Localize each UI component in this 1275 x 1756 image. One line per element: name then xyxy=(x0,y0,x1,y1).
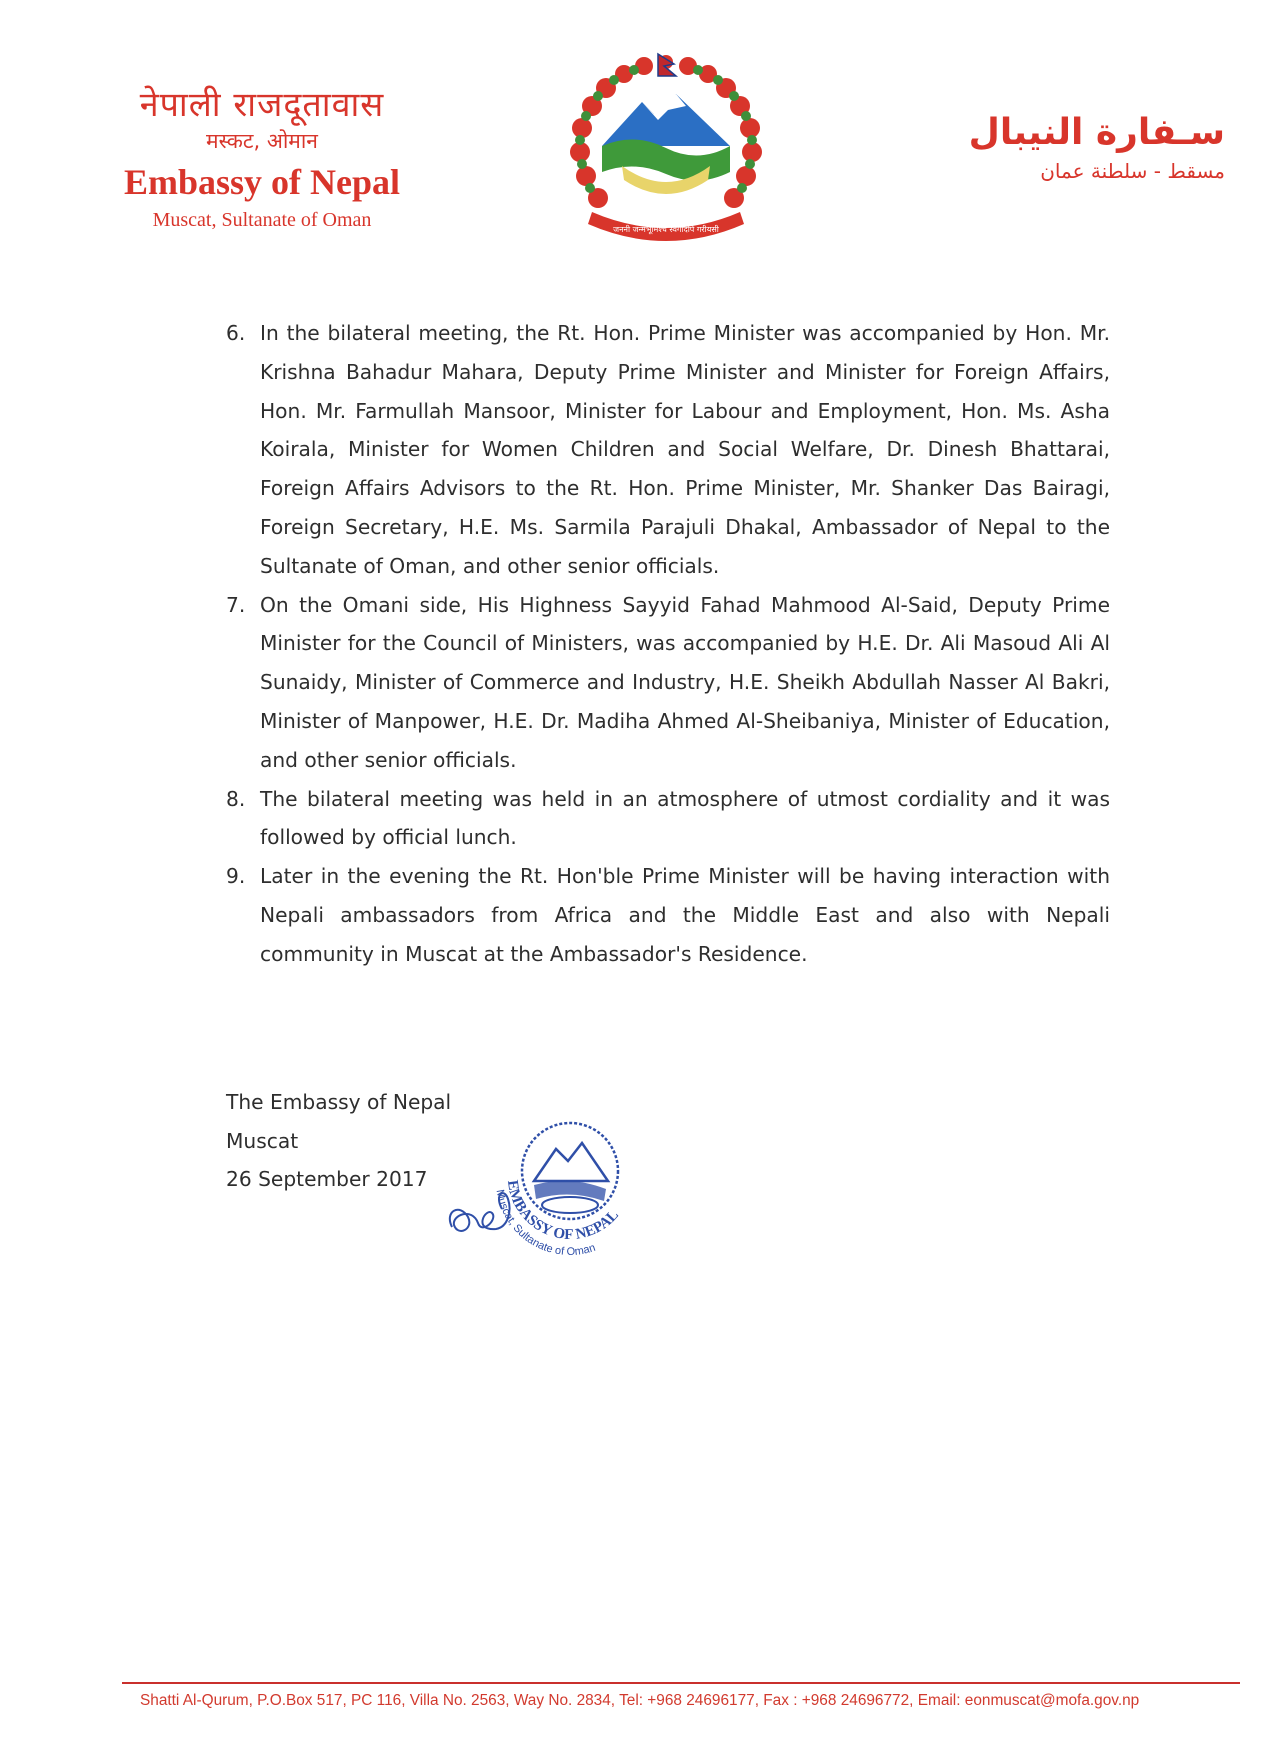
arabic-city-name: مسقط - سلطنة عمان xyxy=(1040,159,1225,183)
footer-address: Shatti Al-Qurum, P.O.Box 517, PC 116, Villa No. 2563, Way No. 2834, Tel: +968 24696177, Fax : +968 24696772, Email: eonmuscat@mofa.gov.np xyxy=(140,1692,1140,1709)
signature-city: Muscat xyxy=(226,1128,299,1153)
paragraph-text: On the Omani side, His Highness Sayyid Fahad Mahmood Al-Said, Deputy Prime Minister for the Council of Ministers, was accompanied by H.E. Dr. Ali Masoud Ali Al Sunaidy, Minister of Commerce and Industry, H.E. Sheikh Abdullah Nasser Al Bakri, Minister of Manpower, H.E. Dr. Madiha Ahmed Al-Sheibaniya, Minister of Education, and other senior officials. xyxy=(260,592,1110,772)
paragraph-number: 8. xyxy=(226,786,246,811)
stamp-text-bottom: Muscat, Sultanate of Oman xyxy=(493,1188,598,1259)
signature-block xyxy=(226,1083,451,1199)
embassy-name: Embassy of Nepal xyxy=(123,162,401,202)
press-release-paragraphs xyxy=(226,314,1110,974)
letterhead-left xyxy=(92,84,432,234)
embassy-city: Muscat, Sultanate of Oman xyxy=(152,209,372,231)
paragraph-number: 7. xyxy=(226,592,246,617)
stamp-text-top: EMBASSY OF NEPAL xyxy=(503,1179,623,1244)
signature-date: 26 September 2017 xyxy=(226,1167,428,1192)
paragraph-6 xyxy=(226,314,1110,586)
emblem-banner-text: जननी जन्मभूमिश्च स्वर्गादपि गरीयसी xyxy=(613,225,719,234)
paragraph-text: The bilateral meeting was held in an atmosphere of utmost cordiality and it was followed by official lunch. xyxy=(260,786,1110,850)
nepal-emblem-icon xyxy=(558,48,774,252)
paragraph-number: 6. xyxy=(226,321,246,345)
nepali-embassy-name: नेपाली राजदूतावास xyxy=(139,85,385,125)
paragraph-number: 9. xyxy=(226,864,246,889)
paragraph-8 xyxy=(226,780,1110,858)
paragraph-9 xyxy=(226,857,1110,973)
paragraph-7 xyxy=(226,586,1110,780)
nepali-city-name: मस्कट, ओमान xyxy=(206,129,318,153)
signature-organization: The Embassy of Nepal xyxy=(226,1090,452,1114)
paragraph-text: In the bilateral meeting, the Rt. Hon. Prime Minister was accompanied by Hon. Mr. Krishna Bahadur Mahara, Deputy Prime Minister and Minister for Foreign Affairs, Hon. Mr. Farmullah Mansoor, Minister for Labour and Employment, Hon. Ms. Asha Koirala, Minister for Women Children and Social Welfare, Dr. Dinesh Bhattarai, Foreign Affairs Advisors to the Rt. Hon. Prime Minister, Mr. Shanker Das Bairagi, Foreign Secretary, H.E. Ms. Sarmila Parajuli Dhakal, Ambassador of Nepal to the Sultanate of Oman, and other senior officials. xyxy=(260,321,1110,578)
footer-divider xyxy=(122,1682,1240,1684)
arabic-embassy-name: سـفارة النيبال xyxy=(968,112,1225,153)
letterhead-right xyxy=(895,110,1225,186)
embassy-stamp-icon xyxy=(438,1115,678,1287)
paragraph-text: Later in the evening the Rt. Hon'ble Prime Minister will be having interaction with Nepali ambassadors from Africa and the Middle East and also with Nepali community in Muscat at the Ambassador's Residence. xyxy=(260,864,1110,966)
